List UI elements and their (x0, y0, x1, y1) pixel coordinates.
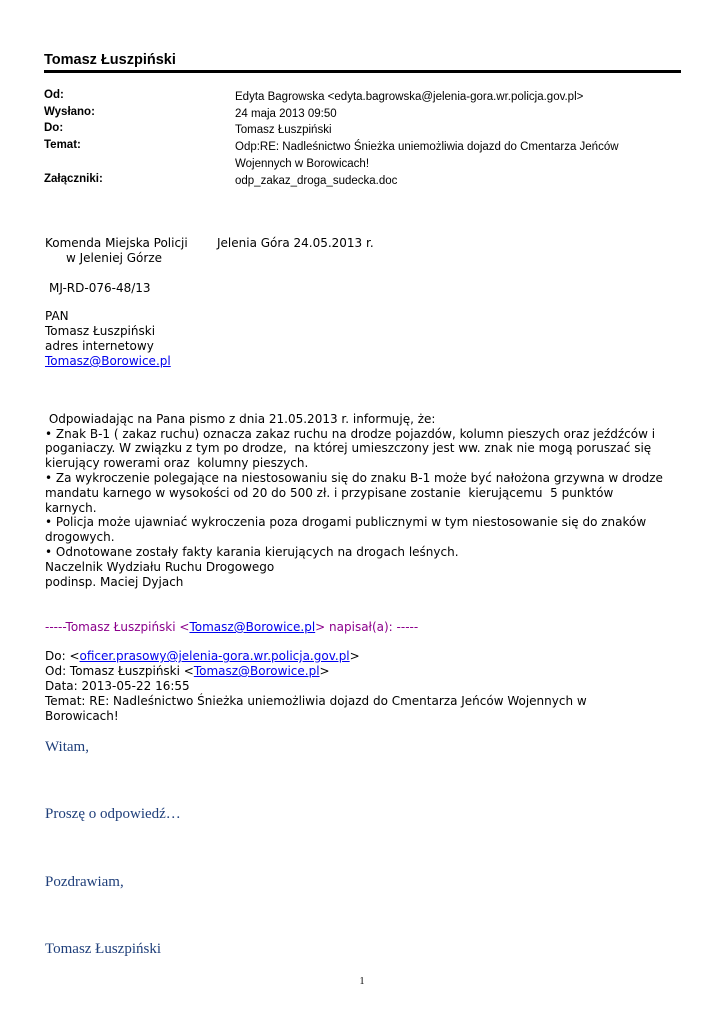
quoted-name: Tomasz Łuszpiński (45, 941, 162, 957)
body-line: mandatu karnego w wysokości od 20 do 500 zł. i przypisane zostanie kierującemu 5 punktów (45, 485, 614, 500)
body-line: kierujący rowerami oraz kolumny pieszych. (45, 456, 309, 471)
header-to-value: Tomasz Łuszpiński (235, 124, 332, 136)
quoted-date-line: Data: 2013-05-22 16:55 (45, 679, 190, 693)
quoted-from-prefix: Od: Tomasz Łuszpiński < (45, 664, 194, 678)
body-line: • Policja może ujawniać wykroczenia poza drogami publicznymi w tym niestosowanie się do znaków (45, 515, 647, 530)
header-subject-line2: Wojennych w Borowicach! (235, 158, 370, 170)
header-attachments-label: Załączniki: (44, 173, 103, 185)
quoted-subject-line2: Borowicach! (45, 709, 119, 723)
quoted-greeting: Witam, (45, 739, 89, 755)
recipient-title: PAN (45, 309, 69, 323)
header-divider (44, 70, 681, 73)
place-date: Jelenia Góra 24.05.2013 r. (217, 236, 374, 250)
header-from-label: Od: (44, 89, 64, 101)
body-line: poganiaczy. W związku z tym po drodze, na której umieszczony jest ww. znak nie mogą poruszać się (45, 441, 652, 456)
letter-body (45, 397, 663, 575)
office-line2: w Jeleniej Górze (66, 251, 162, 265)
body-line: • Za wykroczenie polegające na niestosowaniu się do znaku B-1 może być nałożona grzywna w drodze (45, 470, 663, 485)
body-line: • Odnotowane zostały fakty karania kierujących na drogach leśnych. (45, 544, 459, 559)
quoted-to-suffix: > (349, 649, 360, 663)
body-line: drogowych. (45, 530, 115, 545)
recipient-email-link[interactable]: Tomasz@Borowice.pl (45, 354, 171, 368)
quoted-intro (45, 620, 418, 635)
quoted-request: Proszę o odpowiedź… (45, 806, 181, 822)
header-subject-value (235, 139, 655, 173)
quoted-intro-prefix: -----Tomasz Łuszpiński < (45, 620, 190, 634)
header-sent-value: 24 maja 2013 09:50 (235, 108, 337, 120)
quoted-closing: Pozdrawiam, (45, 874, 124, 890)
page-number: 1 (359, 976, 365, 987)
reference-number: MJ-RD-076-48/13 (49, 281, 151, 295)
quoted-from-email-link[interactable]: Tomasz@Borowice.pl (193, 664, 320, 678)
body-line: • Znak B-1 ( zakaz ruchu) oznacza zakaz ruchu na drodze pojazdów, kolumn pieszych oraz jeźdźców i (45, 426, 656, 441)
quoted-from-suffix: > (319, 664, 330, 678)
quoted-from-line (45, 664, 330, 679)
header-attachments-value[interactable]: odp_zakaz_droga_sudecka.doc (235, 175, 398, 187)
quoted-to-email-link[interactable]: oficer.prasowy@jelenia-gora.wr.policja.gov.pl (79, 649, 350, 663)
quoted-to-line (45, 649, 360, 664)
header-from-value: Edyta Bagrowska <edyta.bagrowska@jelenia-gora.wr.policja.gov.pl> (235, 91, 584, 103)
signature-line1: Naczelnik Wydziału Ruchu Drogowego (45, 560, 275, 574)
quoted-intro-suffix: > napisał(a): ----- (315, 620, 419, 634)
header-sent-label: Wysłano: (44, 106, 95, 118)
recipient-name: Tomasz Łuszpiński (45, 324, 156, 338)
body-line: karnych. (45, 500, 97, 515)
quoted-intro-email-link[interactable]: Tomasz@Borowice.pl (189, 620, 316, 634)
header-to-label: Do: (44, 122, 64, 134)
quoted-subject-line1: Temat: RE: Nadleśnictwo Śnieżka uniemożliwia dojazd do Cmentarza Jeńców Wojennych w (45, 694, 587, 708)
header-subject-label: Temat: (44, 139, 81, 151)
header-subject-line1: Odp:RE: Nadleśnictwo Śnieżka uniemożliwia dojazd do Cmentarza Jeńców (235, 141, 619, 153)
office-line1: Komenda Miejska Policji (45, 236, 188, 250)
signature-line2: podinsp. Maciej Dyjach (45, 575, 184, 589)
quoted-to-prefix: Do: < (45, 649, 80, 663)
sender-title: Tomasz Łuszpiński (44, 52, 176, 68)
recipient-addr-label: adres internetowy (45, 339, 154, 353)
body-line: Odpowiadając na Pana pismo z dnia 21.05.2013 r. informuję, że: (45, 411, 436, 426)
